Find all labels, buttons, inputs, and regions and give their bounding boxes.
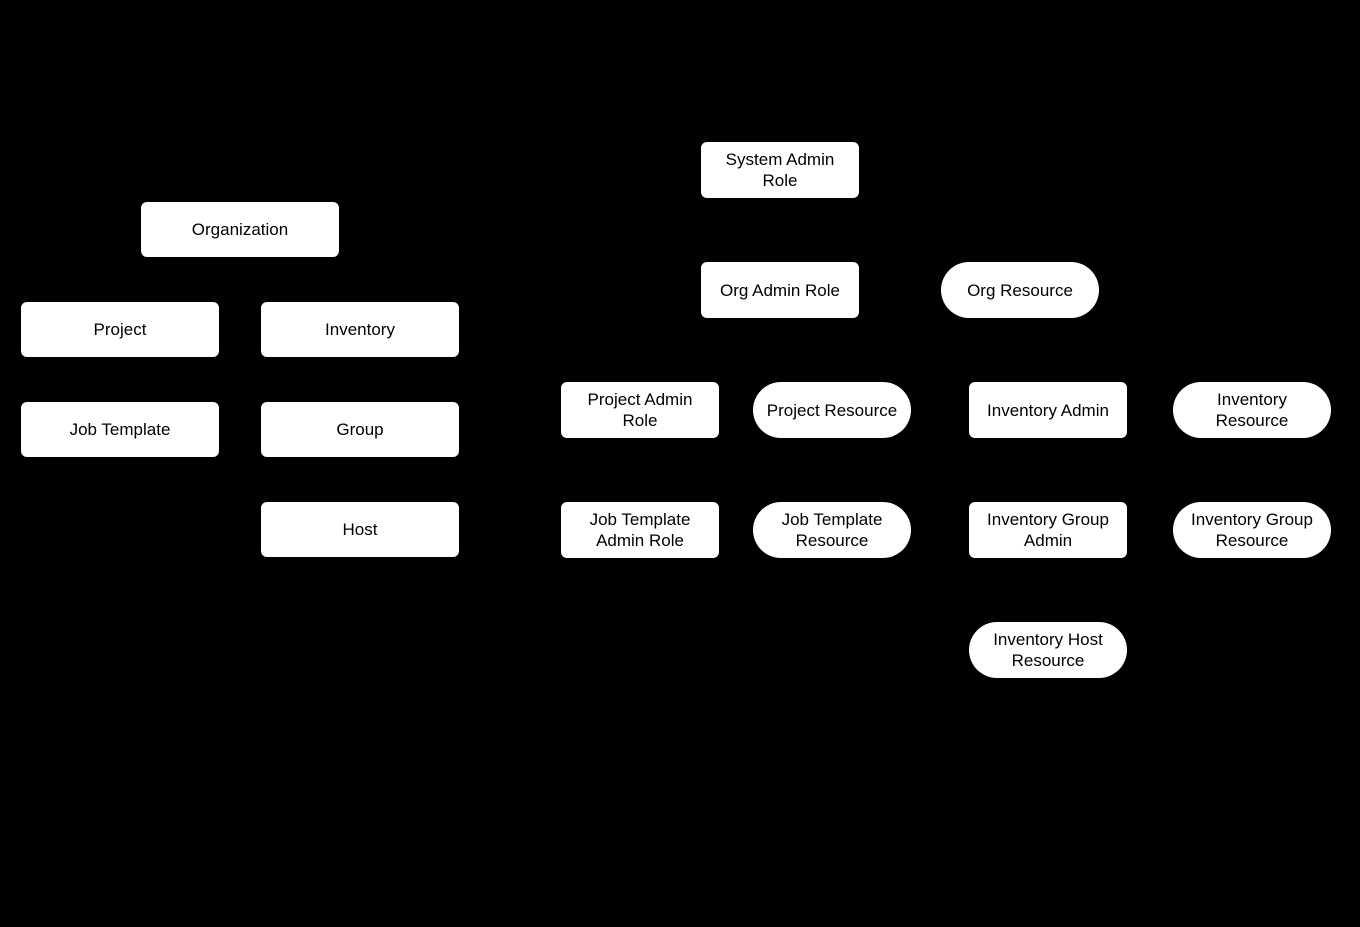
system-admin-role-label-line: Role	[762, 171, 798, 190]
inventory-group-admin-node	[969, 502, 1127, 558]
organization-label-line: Organization	[191, 220, 289, 239]
inventory-group-resource-node	[1173, 502, 1331, 558]
project-admin-role-node	[561, 382, 719, 438]
host-node	[261, 502, 459, 557]
inventory-resource-node	[1173, 382, 1331, 438]
job-template-admin-role-node	[561, 502, 719, 558]
job-template-admin-role-label-line: Admin Role	[596, 531, 684, 550]
system-admin-role-label-line: System Admin	[725, 150, 835, 169]
inventory-label-line: Inventory	[325, 320, 395, 339]
inventory-group-admin-label-line: Inventory Group	[987, 510, 1109, 529]
job-template-node	[21, 402, 219, 457]
job-template-label-line: Job Template	[69, 420, 171, 439]
project-node	[21, 302, 219, 357]
project-admin-role-label-line: Project Admin	[587, 390, 693, 409]
project-admin-role-label-line: Role	[622, 411, 658, 430]
project-label-line: Project	[93, 320, 147, 339]
group-node	[261, 402, 459, 457]
job-template-resource-label-line: Job Template	[781, 510, 883, 529]
job-template-resource-label-line: Resource	[795, 531, 869, 550]
project-resource-node	[753, 382, 911, 438]
inventory-group-resource-label-line: Inventory Group	[1191, 510, 1313, 529]
org-resource-node	[941, 262, 1099, 318]
inventory-group-resource-label-line: Resource	[1215, 531, 1289, 550]
org-admin-role-node	[701, 262, 859, 318]
system-admin-role-node	[701, 142, 859, 198]
inventory-admin-node	[969, 382, 1127, 438]
inventory-group-admin-label-line: Admin	[1023, 531, 1073, 550]
job-template-resource-node	[753, 502, 911, 558]
group-label-line: Group	[336, 420, 384, 439]
org-admin-role-label-line: Org Admin Role	[720, 280, 840, 300]
inventory-host-resource-label-line: Inventory Host	[993, 630, 1103, 649]
org-resource-label-line: Org Resource	[967, 280, 1073, 300]
inventory-host-resource-label-line: Resource	[1011, 651, 1085, 670]
inventory-resource-label-line: Resource	[1215, 411, 1289, 430]
inventory-resource-label-line: Inventory	[1217, 390, 1287, 409]
host-label-line: Host	[342, 520, 378, 539]
job-template-admin-role-label-line: Job Template	[589, 510, 691, 529]
organization-node	[141, 202, 339, 257]
project-resource-label-line: Project Resource	[766, 400, 898, 420]
inventory-admin-label-line: Inventory Admin	[987, 400, 1109, 420]
inventory-host-resource-node	[969, 622, 1127, 678]
inventory-node	[261, 302, 459, 357]
